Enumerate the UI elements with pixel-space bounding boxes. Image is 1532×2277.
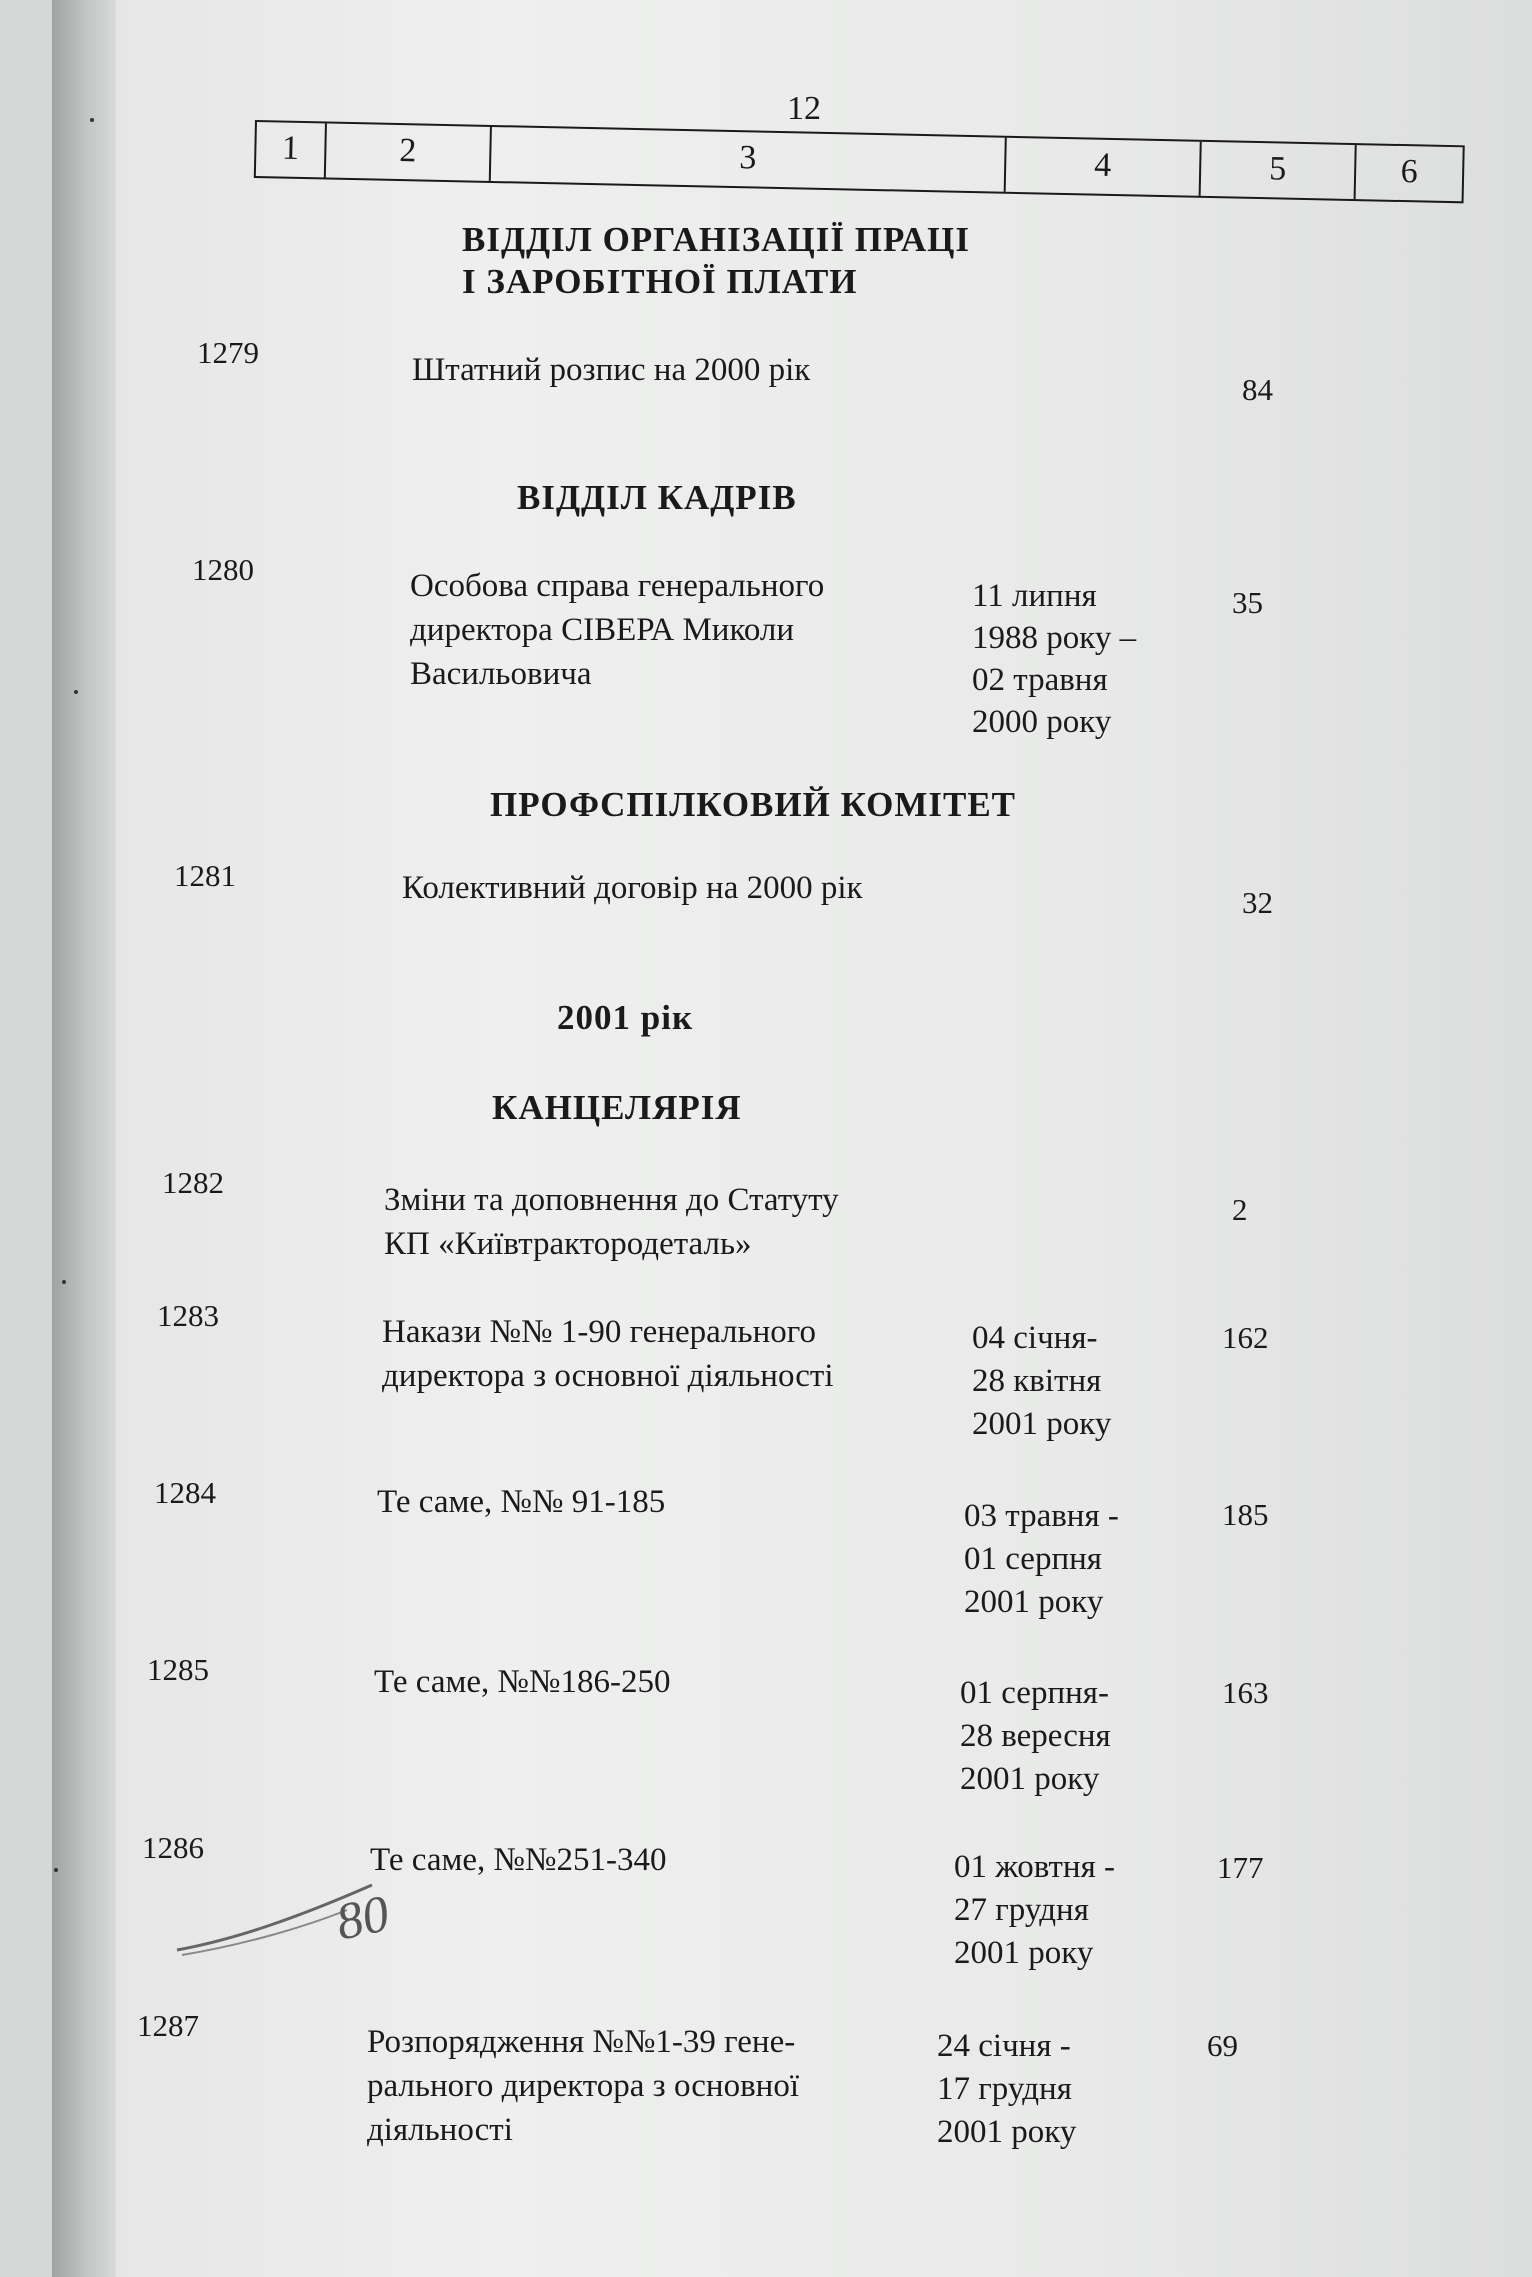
section-heading-union: ПРОФСПІЛКОВИЙ КОМІТЕТ bbox=[490, 785, 1017, 824]
margin-dot bbox=[62, 1280, 66, 1284]
section-heading-office: КАНЦЕЛЯРІЯ bbox=[492, 1088, 742, 1127]
column-header-2: 2 bbox=[326, 124, 492, 181]
entry-number: 1286 bbox=[142, 1830, 204, 1865]
entry-title: Колективний договір на 2000 рік bbox=[402, 870, 863, 906]
entry-sheets: 185 bbox=[1222, 1497, 1269, 1532]
entry-sheets: 84 bbox=[1242, 372, 1273, 407]
entry-dates: 04 січня- 28 квітня 2001 року bbox=[972, 1320, 1112, 1442]
margin-dot bbox=[54, 1868, 58, 1872]
handwritten-number: 80 bbox=[331, 1885, 395, 1952]
entry-title: Зміни та доповнення до Статуту КП «Київтрактородеталь» bbox=[384, 1182, 839, 1262]
entry-dates: 03 травня - 01 серпня 2001 року bbox=[964, 1498, 1119, 1620]
section-heading-labor: ВІДДІЛ ОРГАНІЗАЦІЇ ПРАЦІ bbox=[462, 220, 970, 259]
entry-dates: 11 липня 1988 року – 02 травня 2000 року bbox=[972, 578, 1137, 740]
entry-number: 1283 bbox=[157, 1298, 219, 1333]
entry-title: Накази №№ 1-90 генерального директора з основної діяльності bbox=[382, 1314, 834, 1394]
entry-dates: 24 січня - 17 грудня 2001 року bbox=[937, 2028, 1077, 2150]
entry-sheets: 177 bbox=[1217, 1850, 1264, 1885]
column-header-6: 6 bbox=[1400, 153, 1419, 191]
entry-sheets: 32 bbox=[1242, 885, 1273, 920]
entry-sheets: 69 bbox=[1207, 2028, 1238, 2063]
entry-number: 1280 bbox=[192, 552, 254, 587]
column-header-1: 1 bbox=[256, 122, 327, 177]
column-header-5: 5 bbox=[1201, 142, 1357, 199]
column-header-3: 3 bbox=[491, 127, 1007, 192]
entry-title: Особова справа генерального директора СІВЕРА Миколи Васильовича bbox=[410, 568, 825, 692]
entry-number: 1279 bbox=[197, 335, 259, 370]
entry-title: Те саме, №№186-250 bbox=[374, 1664, 671, 1700]
section-heading-hr: ВІДДІЛ КАДРІВ bbox=[517, 478, 797, 517]
entry-sheets: 2 bbox=[1232, 1192, 1248, 1227]
entry-number: 1282 bbox=[162, 1165, 224, 1200]
entry-dates: 01 серпня- 28 вересня 2001 року bbox=[960, 1675, 1111, 1797]
entry-dates: 01 жовтня - 27 грудня 2001 року bbox=[954, 1849, 1115, 1971]
entry-title: Штатний розпис на 2000 рік bbox=[412, 352, 811, 388]
margin-dot bbox=[90, 118, 94, 122]
entry-number: 1281 bbox=[174, 858, 236, 893]
section-heading-labor-line2: І ЗАРОБІТНОЇ ПЛАТИ bbox=[462, 262, 858, 301]
entry-number: 1287 bbox=[137, 2008, 199, 2043]
handwritten-pencil-mark bbox=[172, 1850, 432, 1980]
entry-title: Те саме, №№251-340 bbox=[370, 1842, 667, 1878]
margin-dot bbox=[74, 690, 78, 694]
entry-sheets: 35 bbox=[1232, 585, 1263, 620]
entry-sheets: 162 bbox=[1222, 1320, 1269, 1355]
entry-number: 1284 bbox=[154, 1475, 216, 1510]
year-heading: 2001 рік bbox=[557, 998, 694, 1037]
entry-title: Те саме, №№ 91-185 bbox=[377, 1484, 666, 1520]
entry-number: 1285 bbox=[147, 1652, 209, 1687]
column-header-4: 4 bbox=[1006, 138, 1202, 196]
entry-title: Розпорядження №№1-39 гене- рального директора з основної діяльності bbox=[367, 2024, 799, 2148]
column-header-row bbox=[254, 120, 1465, 203]
page-number: 12 bbox=[787, 90, 821, 127]
book-spine-shadow bbox=[52, 0, 116, 2277]
document-page bbox=[52, 0, 1532, 2277]
entry-sheets: 163 bbox=[1222, 1675, 1269, 1710]
